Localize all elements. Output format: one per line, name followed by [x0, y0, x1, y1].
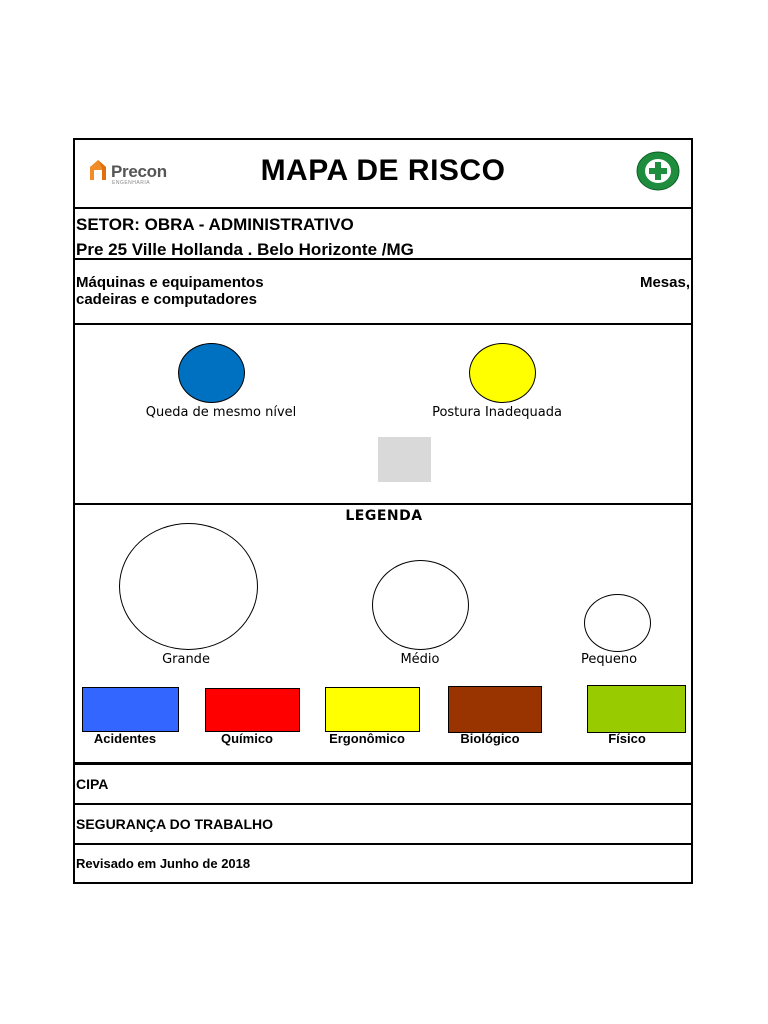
sector-info: [76, 212, 414, 262]
category-swatch-chemical: [205, 688, 300, 732]
logo-name: Precon: [111, 162, 167, 181]
logo-subtitle: ENGENHARIA: [112, 180, 151, 186]
category-label: Acidentes: [93, 731, 157, 746]
size-circle-small: [584, 594, 651, 652]
equipment-line2: cadeiras e computadores: [76, 291, 257, 308]
revision-date: Revisado em Junho de 2018: [76, 856, 251, 871]
size-label: Médio: [400, 652, 440, 667]
legend-title: LEGENDA: [345, 508, 423, 524]
category-swatch-ergonomic: [325, 687, 420, 732]
page-title: MAPA DE RISCO: [260, 154, 506, 187]
house-icon: [88, 158, 108, 182]
safety-seal-icon: [636, 151, 680, 191]
category-label: Químico: [220, 731, 273, 746]
category-swatch-accidents: [82, 687, 179, 732]
category-label: Biológico: [460, 731, 520, 746]
risk-label: Postura Inadequada: [432, 405, 562, 420]
risk-circle-ergonomic: [469, 343, 536, 403]
risk-circle-accident: [178, 343, 245, 403]
size-label: Pequeno: [580, 652, 638, 667]
divider: [73, 803, 693, 805]
category-label: Físico: [608, 731, 646, 746]
equipment-right: Mesas,: [639, 274, 690, 291]
size-circle-medium: [372, 560, 469, 650]
size-circle-large: [119, 523, 258, 650]
category-swatch-biological: [448, 686, 542, 733]
divider: [73, 762, 693, 765]
risk-label: Queda de mesmo nível: [145, 405, 297, 420]
precon-logo: [88, 156, 178, 188]
category-label: Ergonômico: [329, 731, 405, 746]
cipa-label: CIPA: [76, 776, 109, 792]
equipment-info: [76, 274, 690, 308]
divider: [73, 503, 693, 505]
placeholder-square: [378, 437, 431, 482]
size-label: Grande: [162, 652, 210, 667]
divider: [73, 207, 693, 209]
sector-line: SETOR: OBRA - ADMINISTRATIVO: [76, 215, 354, 234]
location-line: Pre 25 Ville Hollanda . Belo Horizonte /MG: [76, 240, 414, 259]
category-swatch-physical: [587, 685, 686, 733]
divider: [73, 843, 693, 845]
safety-label: SEGURANÇA DO TRABALHO: [76, 816, 274, 832]
equipment-left: Máquinas e equipamentos: [76, 274, 264, 291]
divider: [73, 323, 693, 325]
